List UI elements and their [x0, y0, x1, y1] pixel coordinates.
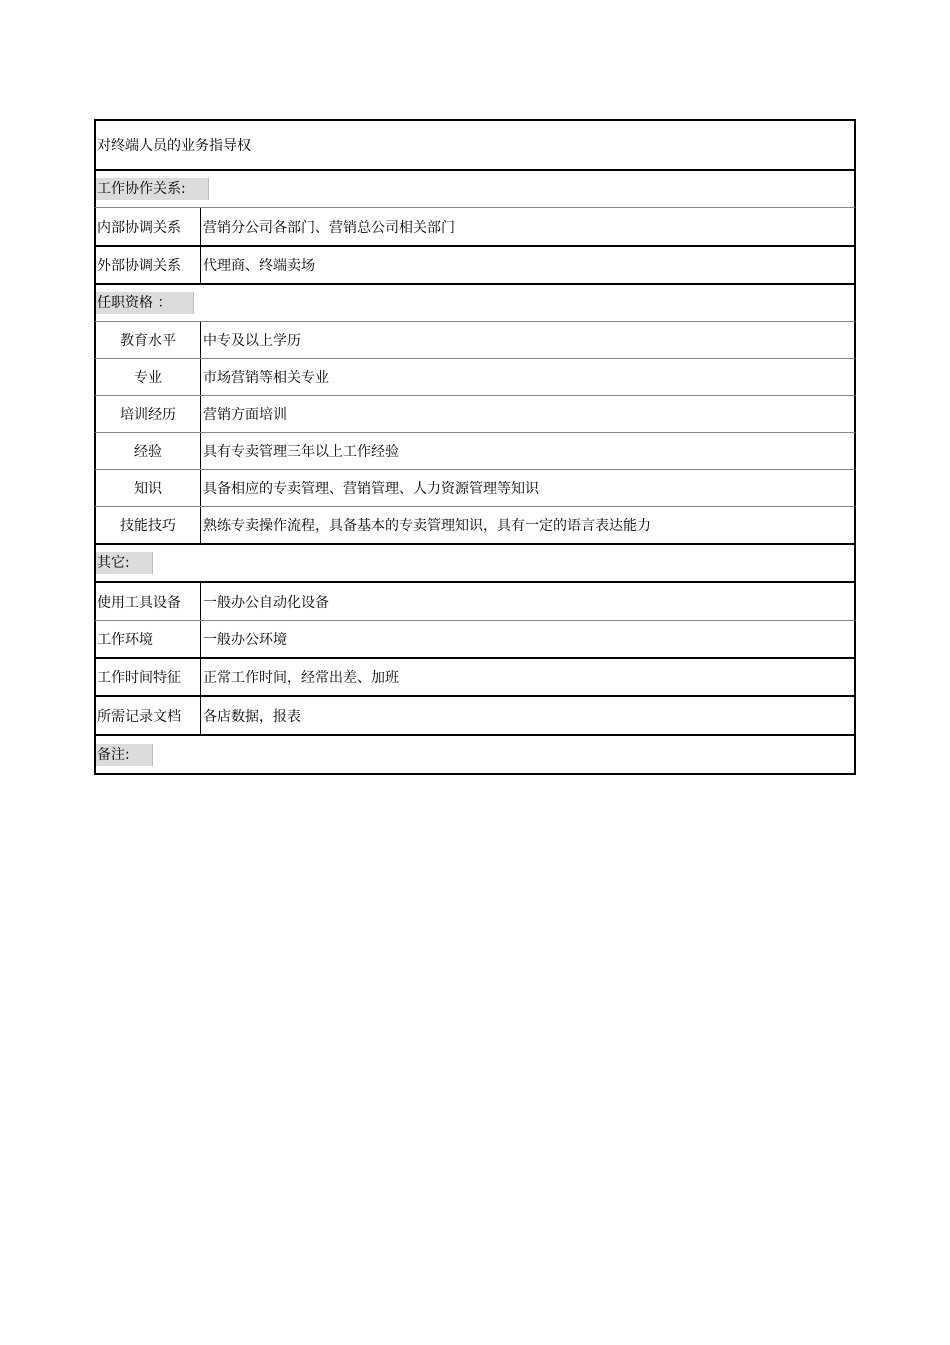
external-collab-value: 代理商、终端卖场: [203, 258, 315, 274]
documents-row: [94, 697, 856, 736]
major-label: 专业: [96, 359, 201, 395]
skills-value: 熟练专卖操作流程，具备基本的专卖管理知识，具有一定的语言表达能力: [203, 518, 651, 534]
documents-value: 各店数据，报表: [203, 708, 301, 725]
training-label: 培训经历: [96, 396, 201, 432]
notes-header: 备注:: [96, 744, 153, 766]
skills-label: 技能技巧: [96, 507, 201, 543]
experience-value: 具有专卖管理三年以上工作经验: [203, 444, 399, 460]
notes-header-row: [94, 736, 856, 775]
tools-label: 使用工具设备: [96, 583, 201, 620]
collab-header: 工作协作关系:: [96, 178, 209, 200]
experience-label: 经验: [96, 433, 201, 469]
documents-label: 所需记录文档: [96, 697, 201, 734]
environment-label: 工作环境: [96, 621, 201, 657]
experience-row: [94, 433, 856, 470]
other-header: 其它:: [96, 552, 153, 574]
education-label: 教育水平: [96, 322, 201, 358]
external-collab-label: 外部协调关系: [96, 247, 201, 283]
qual-header: 任职资格 ：: [96, 292, 194, 314]
internal-collab-value: 营销分公司各部门、营销总公司相关部门: [203, 219, 455, 236]
collab-header-row: [94, 171, 856, 208]
tools-value: 一般办公自动化设备: [203, 594, 329, 611]
work-time-row: [94, 659, 856, 697]
knowledge-value: 具备相应的专卖管理、营销管理、人力资源管理等知识: [203, 481, 539, 497]
environment-value: 一般办公环境: [203, 632, 287, 648]
knowledge-row: [94, 470, 856, 507]
authority-text: 对终端人员的业务指导权: [97, 138, 251, 154]
work-time-label: 工作时间特征: [96, 659, 201, 695]
authority-row: [94, 119, 856, 171]
training-row: [94, 396, 856, 433]
skills-row: [94, 507, 856, 545]
other-header-row: [94, 545, 856, 583]
internal-collab-row: [94, 208, 856, 247]
education-value: 中专及以上学历: [203, 333, 301, 349]
education-row: [94, 322, 856, 359]
knowledge-label: 知识: [96, 470, 201, 506]
qual-header-row: [94, 285, 856, 322]
tools-row: [94, 583, 856, 621]
job-description-table: [94, 119, 856, 775]
internal-collab-label: 内部协调关系: [96, 208, 201, 245]
training-value: 营销方面培训: [203, 407, 287, 423]
external-collab-row: [94, 247, 856, 285]
work-time-value: 正常工作时间，经常出差、加班: [203, 670, 399, 686]
major-row: [94, 359, 856, 396]
major-value: 市场营销等相关专业: [203, 370, 329, 386]
environment-row: [94, 621, 856, 659]
